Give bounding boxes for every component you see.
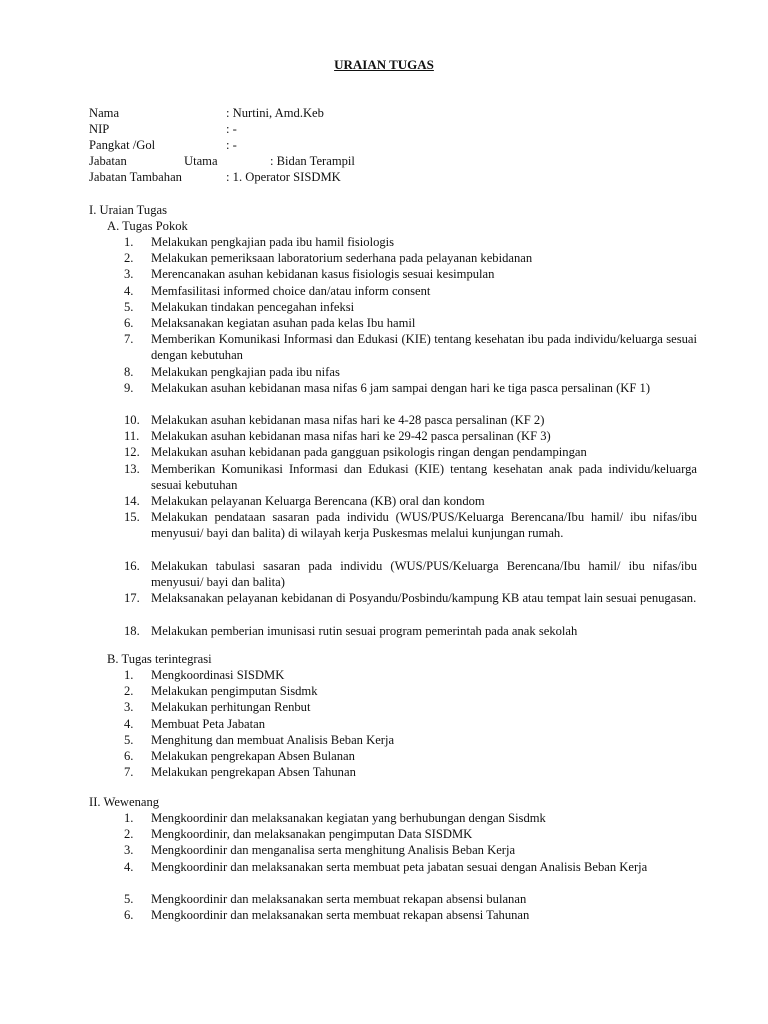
list-item-text: Melakukan asuhan kebidanan masa nifas hari ke 29-42 pasca persalinan (KF 3) [151, 429, 551, 444]
jabatan-label: Jabatan [89, 154, 127, 168]
list-item-text: Melakukan pengkajian pada ibu nifas [151, 364, 340, 379]
list-item [0, 380, 768, 412]
list-item [0, 907, 768, 923]
list-item [0, 493, 768, 509]
list-item-number: 16. [124, 558, 140, 573]
list-item-number: 10. [124, 413, 140, 428]
list-item-number: 5. [124, 891, 134, 906]
pangkat-value: : - [226, 138, 237, 152]
list-item-text: Melakukan tabulasi sasaran pada individu (WUS/PUS/Keluarga Berencana/Ibu hamil/ ibu nifas/ibu menyusui/ bayi dan balita) [151, 558, 697, 590]
list-item-text: Melakukan asuhan kebidanan masa nifas 6 jam sampai dengan hari ke tiga pasca persalinan (KF 1) [151, 380, 651, 395]
list-item-text: Melakukan pengrekapan Absen Tahunan [151, 765, 356, 780]
list-item [0, 748, 768, 764]
list-item-number: 4. [124, 859, 134, 874]
list-item-text: Melakukan tindakan pencegahan infeksi [151, 299, 355, 314]
list-item-number: 1. [124, 235, 134, 249]
list-item-text: Merencanakan asuhan kebidanan kasus fisiologis sesuai kesimpulan [151, 267, 495, 282]
list-item-number: 17. [124, 591, 140, 606]
list-item-text: Mengkoordinasi SISDMK [151, 668, 285, 682]
pangkat-label: Pangkat /Gol [89, 138, 156, 152]
list-item [0, 699, 768, 715]
list-item-number: 2. [124, 251, 134, 266]
list-item-number: 15. [124, 510, 140, 525]
list-item-number: 11. [124, 429, 140, 444]
section-heading-uraian-tugas: I. Uraian Tugas [89, 203, 168, 217]
list-item-text: Melakukan asuhan kebidanan pada gangguan psikologis ringan dengan pendampingan [151, 445, 587, 460]
list-item-number: 18. [124, 623, 140, 638]
list-item-number: 6. [124, 315, 134, 330]
list-item [0, 764, 768, 780]
subsection-heading-tugas-pokok: A. Tugas Pokok [107, 219, 188, 233]
list-item-text: Mengkoordinir dan melaksanakan serta membuat rekapan absensi bulanan [151, 891, 527, 906]
list-item-text: Menghitung dan membuat Analisis Beban Kerja [151, 732, 395, 747]
list-item-text: Melakukan perhitungan Renbut [151, 700, 311, 715]
list-item [0, 810, 768, 826]
list-item [0, 428, 768, 444]
list-item-number: 9. [124, 380, 134, 395]
section-heading-wewenang: II. Wewenang [89, 795, 160, 809]
list-item-text: Mengkoordinir dan melaksanakan serta membuat peta jabatan sesuai dengan Analisis Beban Kerja [151, 859, 648, 874]
list-item [0, 891, 768, 907]
list-item-text: Melaksanakan pelayanan kebidanan di Posyandu/Posbindu/kampung KB atau tempat lain sesuai penugasan. [151, 591, 697, 606]
list-item-text: Melakukan pelayanan Keluarga Berencana (KB) oral dan kondom [151, 494, 485, 509]
nama-value: : Nurtini, Amd.Keb [226, 106, 324, 120]
list-item [0, 299, 768, 315]
list-item-number: 13. [124, 461, 140, 476]
list-item-number: 12. [124, 445, 140, 460]
list-item-text: Membuat Peta Jabatan [151, 716, 266, 731]
list-item [0, 234, 768, 250]
list-item [0, 315, 768, 331]
list-item-number: 3. [124, 700, 134, 715]
list-item [0, 623, 768, 639]
list-item-text: Memfasilitasi informed choice dan/atau inform consent [151, 283, 431, 298]
list-item [0, 266, 768, 282]
list-item [0, 509, 768, 558]
list-item-number: 7. [124, 765, 134, 780]
list-item-number: 5. [124, 299, 134, 314]
list-item-number: 4. [124, 716, 134, 731]
list-item [0, 250, 768, 266]
list-item [0, 558, 768, 590]
list-item [0, 842, 768, 858]
list-item-number: 1. [124, 668, 134, 682]
list-item [0, 364, 768, 380]
list-item [0, 412, 768, 428]
list-item [0, 732, 768, 748]
tugas-terintegrasi-list [0, 667, 768, 780]
list-item-number: 5. [124, 732, 134, 747]
tambahan-label: Jabatan Tambahan [89, 170, 182, 184]
list-item [0, 331, 768, 363]
list-item-text: Melakukan pendataan sasaran pada individu (WUS/PUS/Keluarga Berencana/Ibu hamil/ ibu nifas/ibu menyusui/ bayi dan balita) di wilayah kerja Puskesmas melalui kunjungan rumah. [151, 510, 697, 541]
list-item-text: Mengkoordinir dan melaksanakan kegiatan yang berhubungan dengan Sisdmk [151, 811, 546, 825]
list-item-number: 3. [124, 267, 134, 282]
list-item-number: 1. [124, 811, 134, 825]
list-item [0, 461, 768, 493]
list-item-text: Melakukan pemeriksaan laboratorium sederhana pada pelayanan kebidanan [151, 251, 533, 266]
list-item [0, 667, 768, 683]
list-item-text: Mengkoordinir dan melaksanakan serta membuat rekapan absensi Tahunan [151, 908, 530, 923]
list-item-number: 2. [124, 684, 134, 699]
list-item-number: 2. [124, 827, 134, 842]
list-item-text: Memberikan Komunikasi Informasi dan Edukasi (KIE) tentang kesehatan ibu pada individu/keluarga sesuai dengan kebutuhan [151, 332, 697, 363]
list-item-number: 7. [124, 332, 134, 347]
jabatan-label-utama: Utama [184, 154, 218, 168]
list-item [0, 859, 768, 891]
subsection-heading-tugas-terintegrasi: B. Tugas terintegrasi [107, 652, 212, 666]
list-item [0, 590, 768, 622]
list-item [0, 283, 768, 299]
nama-label: Nama [89, 106, 120, 120]
list-item [0, 826, 768, 842]
list-item [0, 444, 768, 460]
nip-value: : - [226, 122, 237, 136]
list-item-number: 6. [124, 748, 134, 763]
list-item-text: Memberikan Komunikasi Informasi dan Edukasi (KIE) tentang kesehatan anak pada individu/keluarga sesuai kebutuhan [151, 461, 697, 492]
nip-label: NIP [89, 122, 110, 136]
list-item-text: Melakukan pengimputan Sisdmk [151, 684, 318, 699]
list-item-text: Melaksanakan kegiatan asuhan pada kelas Ibu hamil [151, 315, 416, 330]
list-item-text: Mengkoordinir, dan melaksanakan pengimputan Data SISDMK [151, 827, 473, 842]
list-item-text: Mengkoordinir dan menganalisa serta menghitung Analisis Beban Kerja [151, 843, 516, 858]
page-title: URAIAN TUGAS [334, 57, 434, 72]
list-item-number: 14. [124, 494, 140, 509]
list-item-number: 8. [124, 364, 134, 379]
list-item-text: Melakukan pemberian imunisasi rutin sesuai program pemerintah pada anak sekolah [151, 623, 578, 638]
list-item-number: 4. [124, 283, 134, 298]
list-item [0, 716, 768, 732]
jabatan-value: : Bidan Terampil [270, 154, 355, 168]
tugas-pokok-list [0, 234, 768, 639]
list-item-number: 3. [124, 843, 134, 858]
list-item-text: Melakukan asuhan kebidanan masa nifas hari ke 4-28 pasca persalinan (KF 2) [151, 413, 545, 428]
tambahan-value: : 1. Operator SISDMK [226, 170, 341, 184]
wewenang-list [0, 810, 768, 923]
list-item-text: Melakukan pengkajian pada ibu hamil fisiologis [151, 235, 395, 249]
list-item [0, 683, 768, 699]
list-item-text: Melakukan pengrekapan Absen Bulanan [151, 748, 355, 763]
list-item-number: 6. [124, 908, 134, 923]
